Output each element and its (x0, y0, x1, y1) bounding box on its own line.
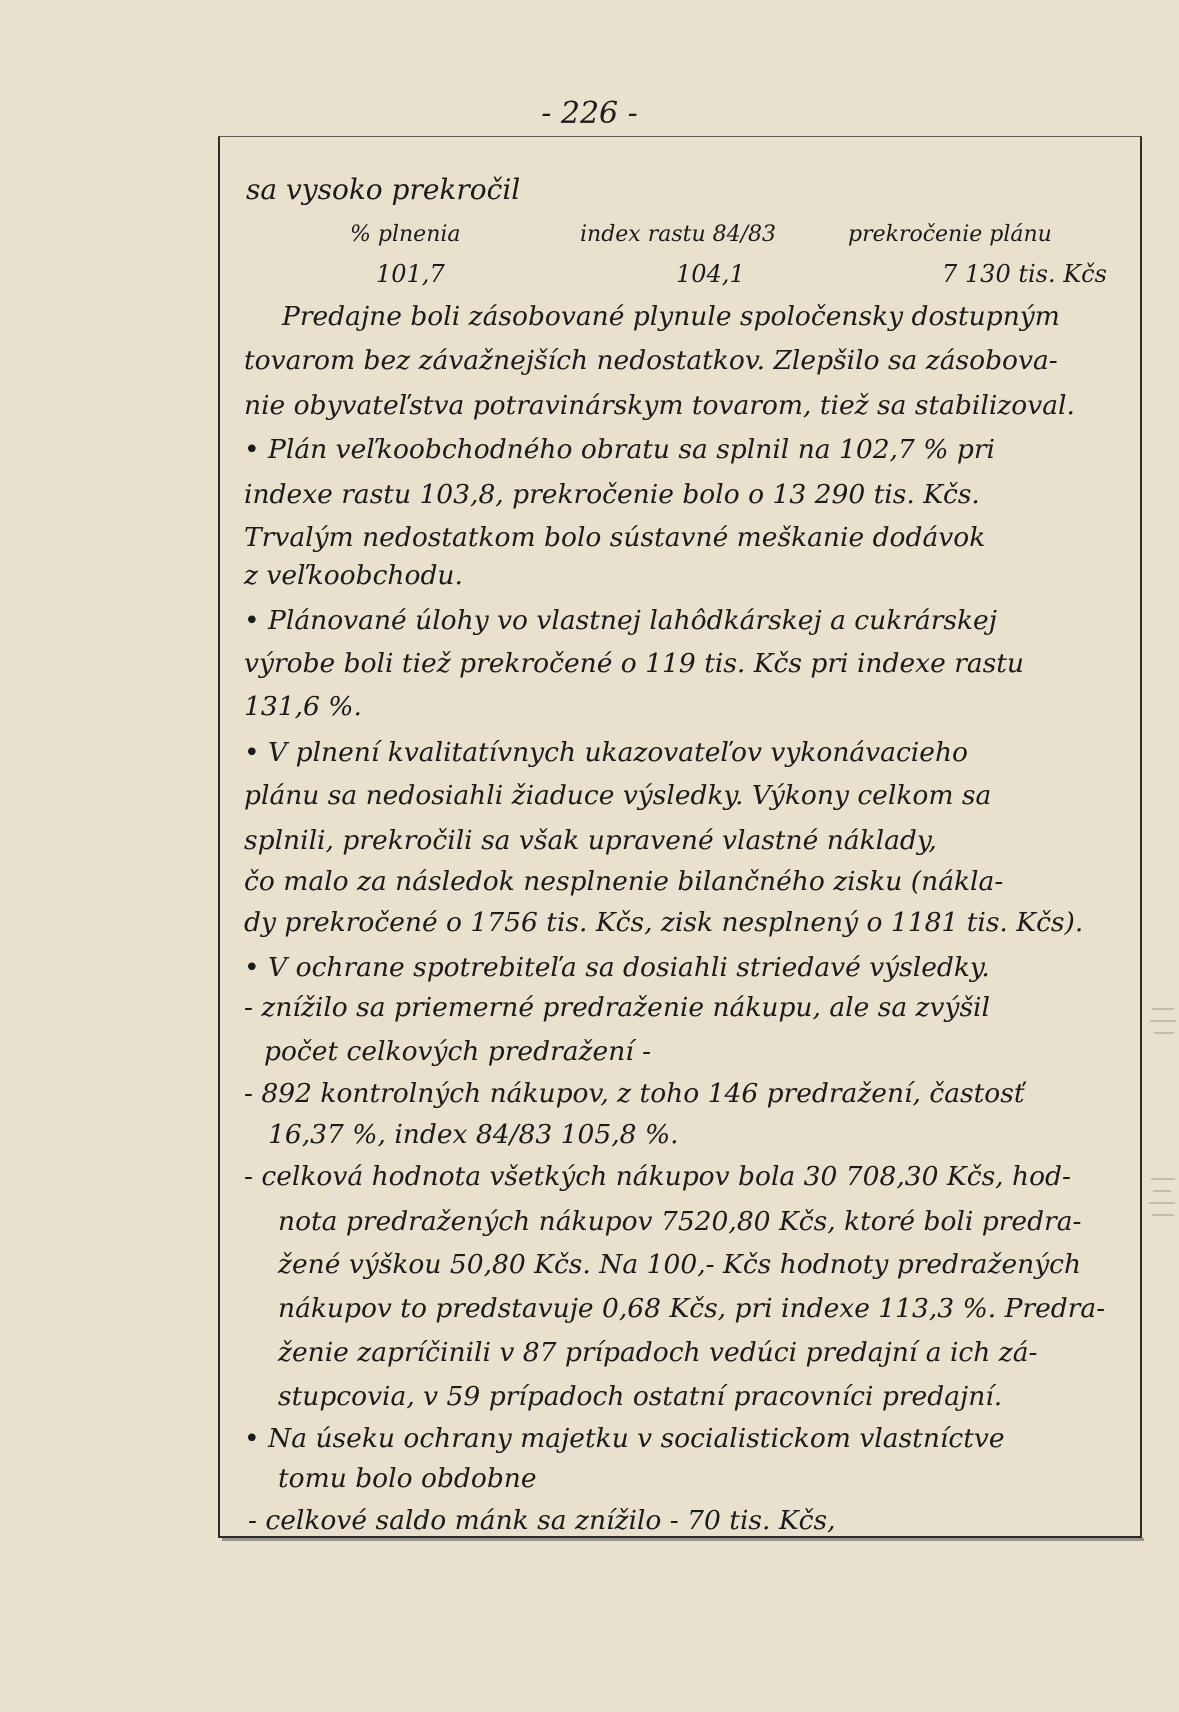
text-line: tomu bolo obdobne (278, 1463, 537, 1494)
text-line: stupcovia, v 59 prípadoch ostatní pracovníci predajní. (278, 1381, 1003, 1412)
text-line: - znížilo sa priemerné predraženie nákupu, ale sa zvýšil (244, 992, 990, 1023)
text-line: - celková hodnota všetkých nákupov bola 30 708,30 Kčs, hod- (244, 1161, 1071, 1192)
plan-table-header-row (330, 222, 1110, 260)
text-line: plánu sa nedosiahli žiaduce výsledky. Výkony celkom sa (244, 780, 992, 811)
bleed-through-marks (1148, 1170, 1179, 1250)
header-index-rastu: index rastu 84/83 (580, 222, 777, 247)
value-prekrocenie: 7 130 tis. Kčs (942, 260, 1107, 288)
plan-table (330, 222, 1110, 298)
text-line: • Na úseku ochrany majetku v socialistickom vlastníctve (244, 1423, 1005, 1454)
text-line: z veľkoobchodu. (244, 560, 463, 591)
text-line: • V ochrane spotrebiteľa sa dosiahli striedavé výsledky. (244, 952, 990, 983)
text-line: ženie zapríčinili v 87 prípadoch vedúci predajní a ich zá- (278, 1337, 1038, 1368)
page-number: - 226 - (541, 96, 638, 131)
header-prekrocenie: prekročenie plánu (848, 222, 1052, 247)
text-line: • Plánované úlohy vo vlastnej lahôdkárskej a cukrárskej (244, 605, 997, 636)
text-line: 16,37 %, index 84/83 105,8 %. (268, 1119, 679, 1150)
text-line: 131,6 %. (244, 691, 362, 722)
text-line: - celkové saldo mánk sa znížilo - 70 tis. Kčs, (248, 1505, 836, 1536)
text-line: • Plán veľkoobchodného obratu sa splnil na 102,7 % pri (244, 434, 995, 465)
header-plnenia: % plnenia (350, 222, 461, 247)
value-index-rastu: 104,1 (676, 260, 745, 288)
text-line: Predajne boli zásobované plynule spoločensky dostupným (282, 301, 1060, 332)
text-line: výrobe boli tiež prekročené o 119 tis. Kčs pri indexe rastu (244, 648, 1024, 679)
text-line: nie obyvateľstva potravinárskym tovarom, tiež sa stabilizoval. (244, 390, 1075, 421)
frame-shadow (222, 1538, 1144, 1541)
value-plnenia: 101,7 (376, 260, 445, 288)
text-line: indexe rastu 103,8, prekročenie bolo o 13 290 tis. Kčs. (244, 479, 980, 510)
text-line: čo malo za následok nesplnenie bilančného zisku (nákla- (244, 866, 1004, 897)
text-line: tovarom bez závažnejších nedostatkov. Zlepšilo sa zásobova- (244, 345, 1058, 376)
text-line: dy prekročené o 1756 tis. Kčs, zisk nesplnený o 1181 tis. Kčs). (244, 907, 1084, 938)
text-line: Trvalým nedostatkom bolo sústavné meškanie dodávok (244, 522, 986, 553)
text-line: • V plnení kvalitatívnych ukazovateľov vykonávacieho (244, 737, 968, 768)
text-line: splnili, prekročili sa však upravené vlastné náklady, (244, 825, 937, 856)
plan-table-value-row (330, 260, 1110, 298)
text-line: žené výškou 50,80 Kčs. Na 100,- Kčs hodnoty predražených (278, 1249, 1082, 1280)
text-line: nota predražených nákupov 7520,80 Kčs, ktoré boli predra- (278, 1206, 1082, 1237)
text-line: - 892 kontrolných nákupov, z toho 146 predražení, častosť (244, 1078, 1025, 1109)
text-line: počet celkových predražení - (264, 1036, 652, 1067)
bleed-through-marks (1148, 1000, 1179, 1070)
text-line: nákupov to predstavuje 0,68 Kčs, pri indexe 113,3 %. Predra- (278, 1293, 1106, 1324)
intro-line: sa vysoko prekročil (246, 173, 521, 206)
